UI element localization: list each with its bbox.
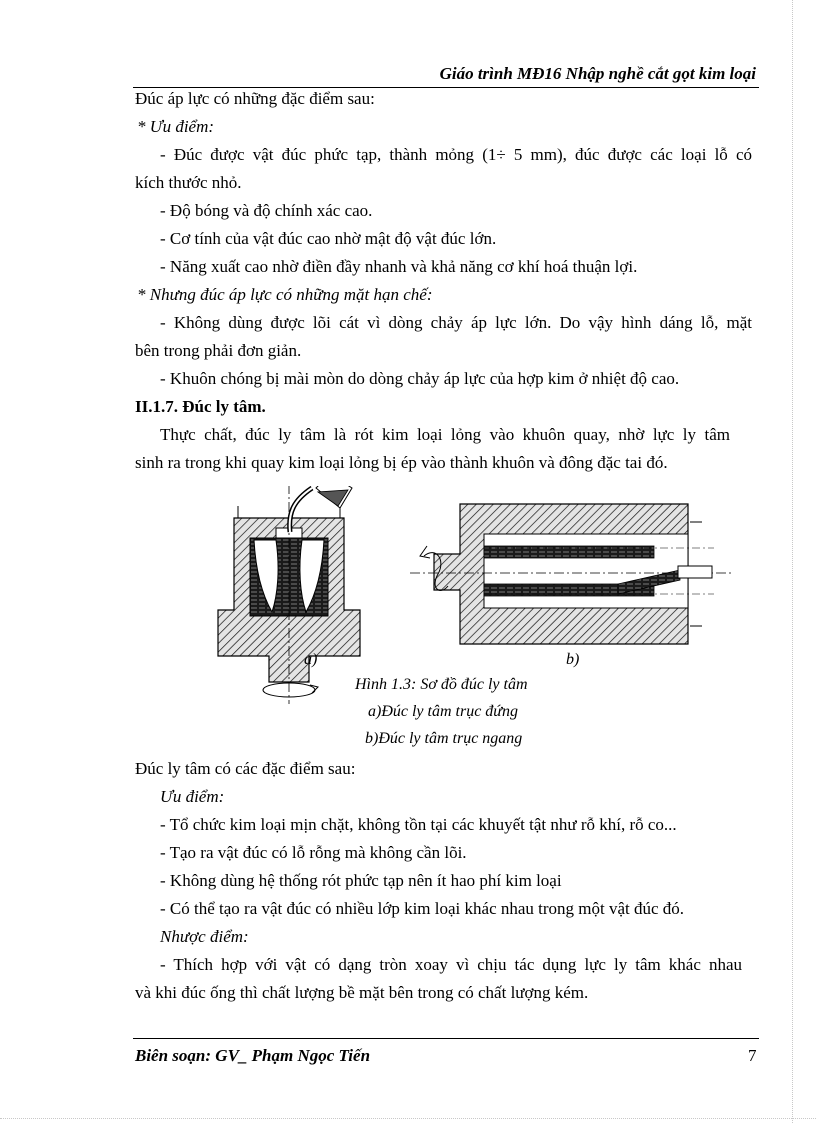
limitation-1-cont: bên trong phải đơn giản. xyxy=(135,341,302,360)
intro-text: Đúc áp lực có những đặc điểm sau: xyxy=(135,89,375,108)
label-a: a) xyxy=(304,651,318,668)
limitations-heading: * Nhưng đúc áp lực có những mặt hạn chế: xyxy=(137,285,433,304)
label-b: b) xyxy=(566,651,580,668)
advantage-3: - Cơ tính của vật đúc cao nhờ mật độ vật đúc lớn. xyxy=(160,229,497,248)
limitation-2: - Khuôn chóng bị mài mòn do dòng chảy áp lực của hợp kim ở nhiệt độ cao. xyxy=(160,369,680,388)
cf-advantage-1: - Tổ chức kim loại mịn chặt, không tồn tại các khuyết tật như rỗ khí, rỗ co... xyxy=(160,815,677,834)
header-rule xyxy=(133,87,759,88)
advantage-1: - Đúc được vật đúc phức tạp, thành mỏng (1÷ 5 mm), đúc được các loại lỗ có xyxy=(160,145,752,164)
footer-author: Biên soạn: GV_ Phạm Ngọc Tiến xyxy=(135,1046,371,1065)
advantage-4: - Năng xuất cao nhờ điền đầy nhanh và khả năng cơ khí hoá thuận lợi. xyxy=(160,257,638,276)
cf-advantage-2: - Tạo ra vật đúc có lỗ rỗng mà không cần lõi. xyxy=(160,843,467,862)
definition-para: Thực chất, đúc ly tâm là rót kim loại lỏng vào khuôn quay, nhờ lực ly tâm xyxy=(160,425,730,444)
advantages-heading: * Ưu điểm: xyxy=(137,117,215,136)
section-title: II.1.7. Đúc ly tâm. xyxy=(135,397,266,416)
cf-disadvantages-heading: Nhược điểm: xyxy=(160,927,249,946)
header-title: Giáo trình MĐ16 Nhập nghề cắt gọt kim loại xyxy=(439,64,756,83)
cf-disadvantage-1: - Thích hợp với vật có dạng tròn xoay vì chịu tác dụng lực ly tâm khác nhau xyxy=(160,955,742,974)
page-border xyxy=(0,1118,816,1119)
definition-para-cont: sinh ra trong khi quay kim loại lỏng bị ép vào thành khuôn và đông đặc tai đó. xyxy=(135,453,668,472)
limitation-1: - Không dùng được lõi cát vì dòng chảy áp lực lớn. Do vậy hình dáng lỗ, mặt xyxy=(160,313,752,332)
page-border xyxy=(792,0,793,1123)
figure-drawing xyxy=(214,486,754,706)
figure-caption-a: a)Đúc ly tâm trục đứng xyxy=(368,703,519,720)
diagram-b-horizontal xyxy=(410,504,734,644)
cf-disadvantage-1-cont: và khi đúc ống thì chất lượng bề mặt bên trong có chất lượng kém. xyxy=(135,983,589,1002)
figure-caption: Hình 1.3: Sơ đồ đúc ly tâm xyxy=(355,676,528,693)
cf-advantage-3: - Không dùng hệ thống rót phức tạp nên ít hao phí kim loại xyxy=(160,871,562,890)
figure-caption-b: b)Đúc ly tâm trục ngang xyxy=(365,730,523,747)
page-number: 7 xyxy=(748,1046,757,1065)
diagram-a-vertical xyxy=(218,486,360,704)
cf-advantages-heading: Ưu điểm: xyxy=(160,787,225,806)
footer-rule xyxy=(133,1038,759,1039)
cf-intro: Đúc ly tâm có các đặc điểm sau: xyxy=(135,759,356,778)
cf-advantage-4: - Có thể tạo ra vật đúc có nhiều lớp kim loại khác nhau trong một vật đúc đó. xyxy=(160,899,685,918)
advantage-1-cont: kích thước nhỏ. xyxy=(135,173,242,192)
advantage-2: - Độ bóng và độ chính xác cao. xyxy=(160,201,373,220)
